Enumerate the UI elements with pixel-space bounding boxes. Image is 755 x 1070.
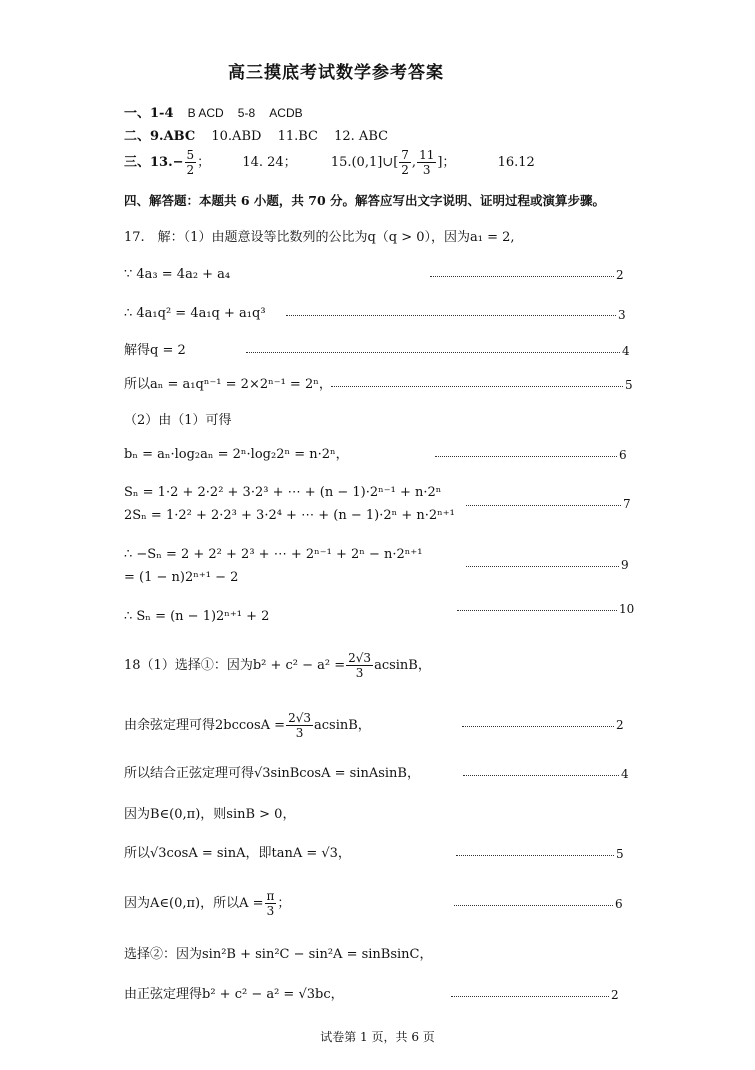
score-leader [466, 505, 621, 506]
answer-13-end: ； [197, 155, 211, 170]
score-mark: 9 [621, 558, 629, 572]
p18-line2-text: 由余弦定理可得2bccosA = [124, 718, 286, 733]
p18-line7: 选择②：因为sin²B + sin²C − sin²A = sinBsinC， [124, 947, 433, 962]
score-mark: 6 [619, 448, 627, 462]
answer-13: 三、13.− [124, 155, 184, 170]
score-mark: 5 [625, 378, 633, 392]
score-mark: 5 [616, 847, 624, 861]
score-mark: 3 [618, 308, 626, 322]
p18-line2-end: acsinB， [314, 718, 371, 733]
answer-16: 16.12 [497, 155, 535, 170]
p18-line1-text: 18（1）选择①：因为b² + c² − a² = [124, 658, 346, 673]
score-leader [286, 315, 616, 316]
page-title: 高三摸底考试数学参考答案 [228, 63, 444, 83]
p17-line1: 17. 解：（1）由题意设等比数列的公比为q（q > 0），因为a₁ = 2, [124, 230, 515, 245]
fraction-15b: $\frac{11}{3}$ [419, 148, 435, 177]
p18-line8: 由正弦定理得b² + c² − a² = √3bc， [124, 987, 344, 1002]
p18-line6-text: 因为A∈(0,π)，所以A = [124, 896, 264, 911]
p18-line6-end: ； [277, 896, 291, 911]
p17-line5: 所以aₙ = a₁qⁿ⁻¹ = 2×2ⁿ⁻¹ = 2ⁿ， [124, 377, 332, 392]
score-mark: 2 [611, 988, 619, 1002]
answer-15-end: ]； [437, 155, 456, 170]
answers-1-4: B ACD [187, 106, 224, 120]
p17-line6: （2）由（1）可得 [124, 413, 232, 428]
answer-15-comma: , [411, 155, 417, 170]
p18-line2 [124, 706, 371, 746]
score-mark: 2 [616, 718, 624, 732]
fraction-2root3-over-3: $\frac{2√3}{3}$ [348, 651, 372, 680]
fraction-15a: $\frac{7}{2}$ [401, 148, 409, 177]
score-leader [331, 386, 623, 387]
p17-line10: ∴ −Sₙ = 2 + 2² + 2³ + ⋯ + 2ⁿ⁻¹ + 2ⁿ − n·2ⁿ⁺¹ [124, 547, 423, 562]
answer-row-1 [124, 104, 303, 123]
score-leader [463, 775, 619, 776]
score-mark: 4 [621, 767, 629, 781]
score-leader [246, 352, 620, 353]
answer-row-2 [124, 128, 388, 146]
score-leader [466, 566, 619, 567]
score-mark: 7 [623, 497, 631, 511]
score-leader [454, 905, 613, 906]
score-mark: 10 [619, 602, 635, 616]
score-leader [435, 456, 617, 457]
p17-line12: ∴ Sₙ = (n − 1)2ⁿ⁺¹ + 2 [124, 609, 270, 624]
answer-12: 12. ABC [334, 129, 389, 144]
answer-9: 二、9.ABC [124, 129, 196, 144]
p17-line9: 2Sₙ = 1·2² + 2·2³ + 3·2⁴ + ⋯ + (n − 1)·2ⁿ + n·2ⁿ⁺¹ [124, 508, 455, 523]
p18-line5: 所以√3cosA = sinA，即tanA = √3， [124, 846, 351, 861]
score-leader [462, 726, 614, 727]
p17-line4: 解得q = 2 [124, 343, 186, 358]
score-leader [451, 996, 609, 997]
section1-label: 一、1-4 [124, 106, 174, 121]
answer-15: 15.(0,1]∪[ [330, 155, 399, 170]
p17-line11: = (1 − n)2ⁿ⁺¹ − 2 [124, 570, 239, 585]
fraction-pi-over-3: $\frac{\pi}{3}$ [266, 889, 275, 918]
answer-row-3 [124, 146, 535, 180]
p18-line1-end: acsinB， [374, 658, 431, 673]
score-leader [456, 855, 614, 856]
p18-line1 [124, 646, 431, 686]
answer-11: 11.BC [277, 129, 318, 144]
p17-line2: ∵ 4a₃ = 4a₂ + a₄ [124, 267, 231, 282]
score-mark: 6 [615, 897, 623, 911]
score-leader [457, 610, 617, 611]
section4-heading: 四、解答题：本题共 6 小题，共 70 分。解答应写出文字说明、证明过程或演算步骤。 [124, 193, 606, 208]
score-mark: 2 [616, 268, 624, 282]
answer-10: 10.ABD [211, 129, 262, 144]
p18-line4: 因为B∈(0,π)，则sinB > 0， [124, 807, 296, 822]
p17-line8: Sₙ = 1·2 + 2·2² + 3·2³ + ⋯ + (n − 1)·2ⁿ⁻¹ + n·2ⁿ [124, 485, 442, 500]
answer-14: 14. 24； [242, 155, 297, 170]
score-mark: 4 [622, 344, 630, 358]
fraction-2root3-over-3: $\frac{2√3}{3}$ [288, 711, 311, 740]
fraction-13: $\frac{5}{2}$ [186, 148, 195, 177]
p18-line3: 所以结合正弦定理可得√3sinBcosA = sinAsinB， [124, 766, 420, 781]
section1-label2: 5-8 [237, 106, 256, 120]
p17-line3: ∴ 4a₁q² = 4a₁q + a₁q³ [124, 306, 266, 321]
score-leader [430, 276, 614, 277]
answers-5-8: ACDB [269, 106, 303, 120]
page-footer: 试卷第 1 页，共 6 页 [320, 1030, 435, 1044]
p17-line7: bₙ = aₙ·log₂aₙ = 2ⁿ·log₂2ⁿ = n·2ⁿ， [124, 447, 349, 462]
p18-line6 [124, 884, 290, 924]
